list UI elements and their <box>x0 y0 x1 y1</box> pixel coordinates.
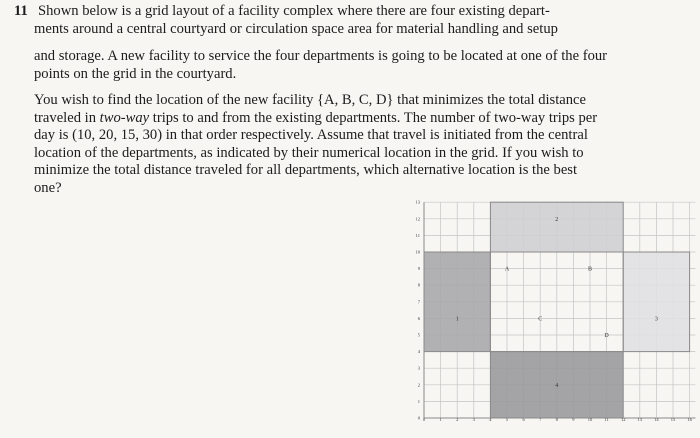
x-tick-label: 3 <box>472 417 475 422</box>
y-tick-label: 2 <box>417 382 420 388</box>
department-3-label: 3 <box>654 316 658 323</box>
problem-intro <box>14 3 654 38</box>
location-c-label: C <box>538 316 543 323</box>
department-1-label: 1 <box>455 316 459 323</box>
question-text-italic: two-way <box>99 109 150 126</box>
y-tick-label: 6 <box>417 315 420 321</box>
intro-line-1: Shown below is a grid layout of a facility complex where there are four existing depart- <box>38 3 550 19</box>
y-tick-label: 13 <box>415 199 420 205</box>
department-2-label: 2 <box>555 216 559 223</box>
problem-number: 11 <box>14 3 28 19</box>
x-tick-label: 11 <box>604 417 609 422</box>
intro-line-2: ments around a central courtyard or circulation space area for material handling and setup <box>34 20 558 37</box>
y-tick-label: 7 <box>417 299 420 305</box>
y-tick-label: 4 <box>417 349 420 355</box>
y-tick-label: 3 <box>417 365 420 371</box>
x-tick-label: 7 <box>539 417 542 422</box>
department-4-label: 4 <box>555 382 559 389</box>
x-tick-label: 10 <box>587 417 593 422</box>
x-tick-label: 5 <box>505 417 509 422</box>
x-tick-label: 4 <box>489 417 492 422</box>
problem-paragraph-2: and storage. A new facility to service the four departments is going to be located at one of the four points on the grid in the courtyard. <box>34 48 608 82</box>
y-tick-label: 5 <box>417 332 420 338</box>
problem-question <box>34 92 604 198</box>
y-tick-label: 9 <box>417 266 420 272</box>
x-tick-label: 9 <box>572 417 575 422</box>
location-d-label: D <box>604 333 609 339</box>
y-tick-label: 12 <box>415 216 420 222</box>
department-3-block <box>623 252 689 352</box>
facility-grid-figure <box>408 186 698 438</box>
x-tick-label: 2 <box>456 417 459 422</box>
y-tick-label: 10 <box>415 249 420 255</box>
x-tick-label: 6 <box>522 417 525 422</box>
department-2-block <box>490 202 623 252</box>
question-text-end: trips to and from the existing departments. The number of two-way trips per day is (10, 20, 15, 30) in that order respectively. Assume that travel is initiated from the central location of the departments, as indicated by their numerical location in the grid. If you wish to minimize the total distance traveled for all departments, which alternative location is the best one? <box>34 109 598 196</box>
y-tick-label: 8 <box>417 282 420 288</box>
x-tick-label: 8 <box>555 417 558 422</box>
y-tick-label: 11 <box>415 232 420 238</box>
department-1-block <box>424 252 490 352</box>
x-tick-label: 12 <box>620 417 626 422</box>
y-tick-label: 1 <box>417 398 420 404</box>
location-b-label: B <box>587 266 593 273</box>
y-tick-label: 0 <box>417 415 420 421</box>
x-tick-label: 1 <box>439 417 442 422</box>
x-tick-label: 14 <box>654 417 659 422</box>
question-text-start: You wish to find the location of the new facility {A, B, C, D} that minimizes the total distance traveled in <box>34 92 587 126</box>
x-tick-label: 16 <box>687 417 692 422</box>
x-tick-label: 13 <box>637 417 643 422</box>
x-tick-label: 0 <box>422 417 426 422</box>
x-tick-label: 15 <box>670 417 676 422</box>
location-a-label: A <box>504 266 510 273</box>
